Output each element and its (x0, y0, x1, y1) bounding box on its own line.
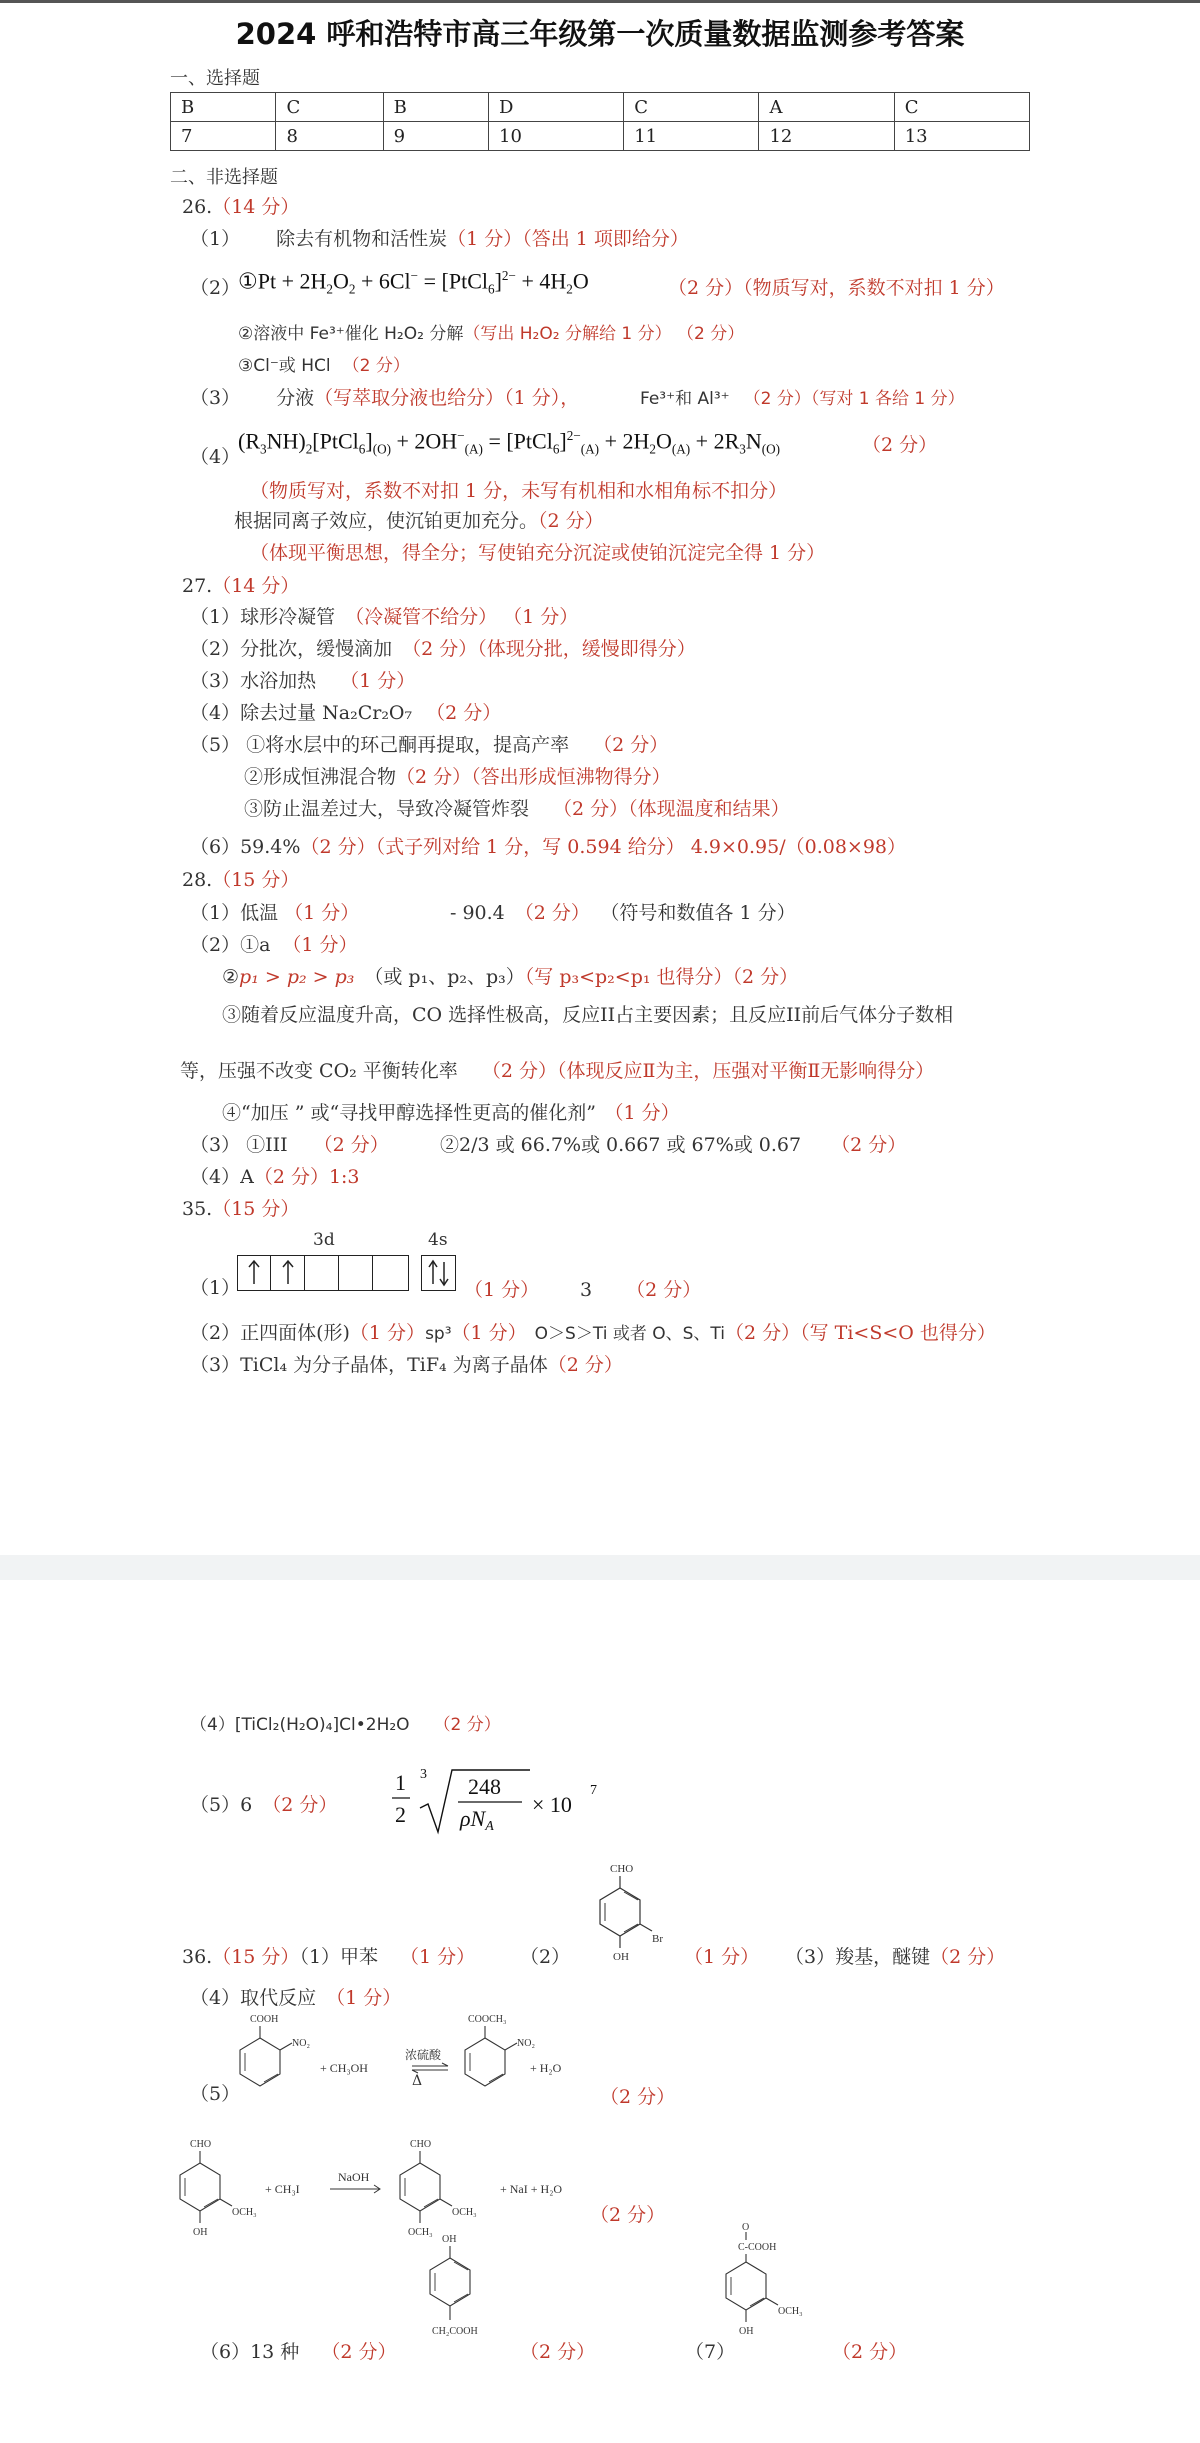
svg-text:+ CH₃I: + CH₃I (265, 2182, 300, 2196)
q26-score: （14 分） (212, 196, 300, 218)
q26-part2-line3 (238, 351, 410, 376)
q36-part3 (785, 1942, 1005, 1969)
q28-part2-4 (222, 1098, 680, 1125)
svg-text:OH: OH (442, 2234, 457, 2245)
q26-equation-2: $(R_3NH)_2[PtCl_6]_{(O)} + 2OH^-_{(A)}$ = [PtCl$_6$]$^{2-}_{(A)}$ + $2H_2O_{(A)} + 2R_3N_{(O)}$ (238, 428, 781, 457)
answer-text: ②溶液中 Fe³⁺催化 H₂O₂ 分解 (238, 324, 464, 344)
svg-text:COOCH₃: COOCH₃ (468, 2014, 507, 2025)
q26-equation-1: ①Pt + $2H_2O_2 + 6Cl^-$ = [PtCl$_6$]$^{2-}$ + $4H_2O$ (238, 268, 589, 297)
reagent-heat: Δ (412, 2073, 423, 2089)
table-cell: B (383, 93, 488, 122)
svg-text:+ H₂O: + H₂O (530, 2061, 562, 2075)
svg-text:ρNA: ρNA (460, 1806, 494, 1834)
answer-text: （4）A (190, 1166, 254, 1188)
q35-heading (182, 1194, 299, 1221)
score-note: （2 分）（体现反应Ⅱ为主，压强对平衡Ⅱ无影响得分） (481, 1060, 935, 1082)
q28-part1-value (450, 898, 796, 925)
score-note: （1 分） (349, 1322, 426, 1344)
score-note: （2 分）（式子列对给 1 分，写 0.594 给分） 4.9×0.95/（0.08×98） (300, 836, 907, 858)
answer-text: ③Cl⁻或 HCl (238, 356, 331, 376)
score-note: （2 分） (593, 734, 669, 756)
score-note: （写萃取分液也给分） (314, 387, 505, 409)
table-cell: 11 (624, 122, 759, 151)
answer-text: （1）低温 (190, 902, 279, 924)
circled-number: ① (238, 268, 258, 294)
up-arrow-icon (238, 1256, 270, 1290)
q28-part3 (190, 1130, 389, 1157)
q28-part2-2 (222, 962, 798, 989)
q35-score: （15 分） (212, 1198, 300, 1220)
q35-part1-number: （1） (190, 1277, 241, 1299)
table-cell: B (171, 93, 276, 122)
q36-score: （15 分） (212, 1946, 300, 1968)
table-cell: C (624, 93, 759, 122)
table-cell: A (759, 93, 894, 122)
q36-part7-number: （7） (685, 2341, 736, 2363)
svg-text:+ CH₃OH: + CH₃OH (320, 2061, 368, 2075)
table-row-answers (171, 93, 1030, 122)
svg-text:7: 7 (590, 1783, 597, 1798)
svg-text:CHO: CHO (410, 2139, 432, 2150)
q35-part2 (190, 1318, 996, 1345)
table-cell: 13 (894, 122, 1029, 151)
q36-part7-score: （2 分） (832, 2341, 908, 2363)
score-note: （2 分） (313, 1134, 389, 1156)
q27-part3 (190, 666, 415, 693)
score-note: （2 分） (538, 510, 604, 532)
answer-text: p₁ > p₂ > p₃ (239, 966, 355, 988)
answer-text: （1）甲苯 (299, 1946, 379, 1968)
answer-text: ②2/3 或 66.7%或 0.667 或 67%或 0.67 (440, 1134, 802, 1156)
top-rule (0, 0, 1200, 3)
score-note: （冷凝管不给分） （1 分） (345, 606, 579, 628)
answer-text: （2）分批次，缓慢滴加 (190, 638, 393, 660)
answer-text: 等，压强不改变 CO₂ 平衡转化率 (180, 1060, 458, 1082)
q27-heading (182, 571, 299, 598)
q27-part5-1 (190, 730, 668, 757)
q36-part2-score: （1 分） (684, 1946, 760, 1968)
q27-score: （14 分） (212, 575, 300, 597)
score-note: （2 分） (930, 1946, 1006, 1968)
part-number: （3） (190, 387, 241, 409)
answer-text: sp³ (425, 1324, 452, 1344)
score-note: （2 分） (547, 1354, 623, 1376)
score-note: （1 分）， (504, 387, 580, 409)
svg-text:2: 2 (395, 1802, 406, 1827)
q26-part2-line2 (238, 319, 744, 344)
table-cell: 12 (759, 122, 894, 151)
q35-part1-value (580, 1275, 701, 1302)
score-note: （2 分） (626, 1279, 702, 1301)
score-note: （写出 H₂O₂ 分解给 1 分） （2 分） (463, 324, 745, 344)
svg-text:OH: OH (613, 1951, 629, 1963)
answer-text: （2）正四面体(形) (190, 1322, 350, 1344)
svg-text:OH: OH (739, 2326, 754, 2337)
svg-text:CHO: CHO (610, 1863, 634, 1875)
reagent-naoh: NaOH (338, 2170, 370, 2184)
q26-part3-ions (640, 384, 965, 409)
svg-text:OCH₃: OCH₃ (778, 2306, 803, 2317)
q28-part3-2 (440, 1130, 906, 1157)
q27-part5-2 (244, 762, 671, 789)
score-note: （2 分）（写对 1 各给 1 分） (743, 389, 965, 409)
q26-part1 (190, 224, 689, 251)
page-gap (0, 1555, 1200, 1580)
svg-text:Br: Br (652, 1933, 663, 1945)
svg-text:+ NaI + H₂O: + NaI + H₂O (500, 2182, 563, 2196)
answer-text: （1）球形冷凝管 (190, 606, 336, 628)
answer-page-2 (0, 1580, 1200, 2443)
structure-bromo-hydroxy-benzaldehyde (580, 1860, 690, 1978)
q28-part4 (190, 1162, 360, 1189)
score-note: （1 分） (340, 670, 416, 692)
paired-arrows-icon (422, 1256, 455, 1290)
q26-equation-2-score: （2 分） (862, 434, 938, 456)
score-note: （2 分） (514, 902, 590, 924)
q26-part2-number: （2） (190, 277, 241, 299)
part-number: （1） (190, 228, 241, 250)
q28-part2-3: ③随着反应温度升高，CO 选择性极高，反应II占主要因素；且反应II前后气体分子数相 (222, 1004, 954, 1026)
table-cell: C (894, 93, 1029, 122)
q36-part2-number: （2） (520, 1946, 571, 1968)
table-cell: 9 (383, 122, 488, 151)
circled-number: ② (222, 966, 240, 988)
svg-text:OCH₃: OCH₃ (232, 2207, 257, 2218)
score-note: （2 分）（体现温度和结果） (553, 798, 790, 820)
q36-heading (182, 1942, 475, 1969)
q35-part5 (190, 1790, 337, 1817)
orbital-diagram-4s (421, 1255, 456, 1291)
structure-keto-acid (720, 2220, 850, 2350)
score-note: （2 分） (321, 2341, 397, 2363)
reagent-conc-h2so4: 浓硫酸 (405, 2048, 442, 2062)
choice-answer-table (170, 92, 1030, 151)
structure-hydroxyphenylacetic-acid (410, 2230, 520, 2350)
q35-part1-score: （1 分） (464, 1279, 540, 1301)
score-note: （2 分） (426, 702, 502, 724)
score-note: （2 分）（体现分批，缓慢即得分） (402, 638, 696, 660)
answer-text: （3）TiCl₄ 为分子晶体，TiF₄ 为离子晶体 (190, 1354, 548, 1376)
answer-value: 3 (580, 1279, 593, 1301)
answer-text: （3）羧基，醚键 (785, 1946, 931, 1968)
q26-number: 26. (182, 196, 213, 218)
orbital-diagram-3d (237, 1255, 409, 1291)
svg-text:OCH₃: OCH₃ (452, 2207, 477, 2218)
orbital-box-filled (238, 1256, 271, 1290)
lattice-formula (390, 1758, 620, 1838)
q26-equation-1-score: （2 分）（物质写对，系数不对扣 1 分） (668, 277, 1005, 299)
answer-text: （或 p₁、p₂、p₃） (364, 966, 525, 988)
answer-text: O＞S＞Ti 或者 O、S、Ti (534, 1324, 725, 1344)
svg-text:NO₂: NO₂ (517, 2038, 535, 2049)
answer-text: （3）水浴加热 (190, 670, 317, 692)
q36-part5b-score: （2 分） (590, 2204, 666, 2226)
svg-text:× 10: × 10 (532, 1792, 572, 1817)
svg-text:CHO: CHO (190, 2139, 212, 2150)
answer-text: （5） ①将水层中的环己酮再提取，提高产率 (190, 734, 570, 756)
q36-part6 (200, 2337, 396, 2364)
q35-part3 (190, 1350, 623, 1377)
score-note: （1 分） (326, 1987, 402, 2009)
q26-heading (182, 192, 299, 219)
answer-text: （2）①a (190, 934, 271, 956)
q27-part5-3 (244, 794, 790, 821)
q27-number: 27. (182, 575, 213, 597)
q36-part5-number: （5） (190, 2083, 241, 2105)
svg-text:3: 3 (420, 1767, 427, 1782)
page-title: 2024 呼和浩特市高三年级第一次质量数据监测参考答案 (235, 17, 965, 51)
table-cell: 10 (489, 122, 624, 151)
orbital-box-empty (374, 1256, 406, 1290)
score-note: （2 分）1:3 (253, 1166, 360, 1188)
score-note: （2 分） (262, 1794, 338, 1816)
answer-text: （4）除去过量 Na₂Cr₂O₇ (190, 702, 413, 724)
svg-text:NO₂: NO₂ (292, 2038, 310, 2049)
q28-heading (182, 865, 299, 892)
q35-number: 35. (182, 1198, 213, 1220)
q36-part6b-score: （2 分） (520, 2341, 596, 2363)
score-note: （1 分） (284, 902, 360, 924)
q28-part1 (190, 898, 359, 925)
score-note: （符号和数值各 1 分） (609, 902, 796, 924)
svg-text:248: 248 (468, 1774, 501, 1799)
q28-part2-1 (190, 930, 358, 957)
orbital-box-empty (306, 1256, 339, 1290)
score-note: （2 分）（答出形成恒沸物得分） (396, 766, 671, 788)
svg-text:COOH: COOH (250, 2014, 279, 2025)
q28-part2-3-cont (180, 1056, 934, 1083)
answer-text: ②形成恒沸混合物 (244, 766, 397, 788)
q28-number: 28. (182, 869, 213, 891)
answer-text: ④“加压 ” 或“寻找甲醇选择性更高的催化剂” (222, 1102, 596, 1124)
answer-text: 根据同离子效应，使沉铂更加充分。 (234, 510, 539, 532)
score-note: （写 p₃<p₂<p₁ 也得分）（2 分） (524, 966, 799, 988)
svg-text:O: O (742, 2222, 750, 2233)
q27-part2 (190, 634, 696, 661)
answer-text: （6）59.4% (190, 836, 301, 858)
answer-text: 除去有机物和活性炭 (276, 228, 448, 250)
q27-part6 (190, 832, 906, 859)
q36-part4 (190, 1983, 401, 2010)
score-note: （1 分） (282, 934, 358, 956)
score-note: （2 分）（写 Ti<S<O 也得分） (725, 1322, 996, 1344)
q35-part4 (190, 1710, 501, 1735)
score-note: （2 分） (342, 356, 410, 376)
q26-part4-note2: （体现平衡思想，得全分；写使铂充分沉淀或使铂沉淀完全得 1 分） (250, 542, 826, 564)
q26-part4-number: （4） (190, 446, 241, 468)
orbital-label-3d: 3d (313, 1230, 335, 1250)
methylation-reaction-scheme (170, 2135, 690, 2245)
answer-text: Fe³⁺和 Al³⁺ (640, 389, 730, 409)
answer-text: （4）取代反应 (190, 1987, 317, 2009)
q36-number: 36. (182, 1946, 213, 1968)
score-note: （1 分） (613, 1102, 680, 1124)
up-arrow-icon (272, 1256, 304, 1290)
answer-value: - 90.4 (450, 902, 505, 924)
orbital-box-empty (340, 1256, 373, 1290)
svg-text:OH: OH (193, 2227, 208, 2238)
q36-part5-score: （2 分） (600, 2086, 676, 2108)
table-cell: 8 (276, 122, 383, 151)
score-note: （1 分） (400, 1946, 476, 1968)
svg-text:OCH₃: OCH₃ (408, 2227, 433, 2238)
section-choice-heading: 一、选择题 (170, 68, 260, 89)
q26-part4-note: （物质写对，系数不对扣 1 分，未写有机相和水相角标不扣分） (250, 480, 788, 502)
table-cell: C (276, 93, 383, 122)
table-cell: 7 (171, 122, 276, 151)
q27-part1 (190, 602, 578, 629)
score-note: （1 分）（答出 1 项即给分） (447, 228, 689, 250)
q27-part4 (190, 698, 501, 725)
svg-text:1: 1 (395, 1770, 406, 1795)
table-cell: D (489, 93, 624, 122)
svg-text:CH₂COOH: CH₂COOH (432, 2326, 478, 2337)
answer-text: （6）13 种 (200, 2341, 300, 2363)
score-note: （2 分） (433, 1715, 501, 1735)
score-note: （1 分） (451, 1322, 527, 1344)
answer-text: （3） ①III (190, 1134, 288, 1156)
section-nonchoice-heading: 二、非选择题 (170, 167, 278, 188)
q28-score: （15 分） (212, 869, 300, 891)
answer-text: ③防止温差过大，导致冷凝管炸裂 (244, 798, 530, 820)
q26-part3 (190, 383, 579, 410)
answer-text: 分液 (276, 387, 315, 409)
table-row-numbers (171, 122, 1030, 151)
score-note: （2 分） (831, 1134, 907, 1156)
answer-text: （5）6 (190, 1794, 253, 1816)
answer-text: （4）[TiCl₂(H₂O)₄]Cl•2H₂O (190, 1715, 410, 1735)
q26-part4-reason (234, 506, 604, 533)
orbital-label-4s: 4s (428, 1230, 448, 1250)
svg-text:C-COOH: C-COOH (738, 2242, 777, 2253)
orbital-box-filled (272, 1256, 305, 1290)
